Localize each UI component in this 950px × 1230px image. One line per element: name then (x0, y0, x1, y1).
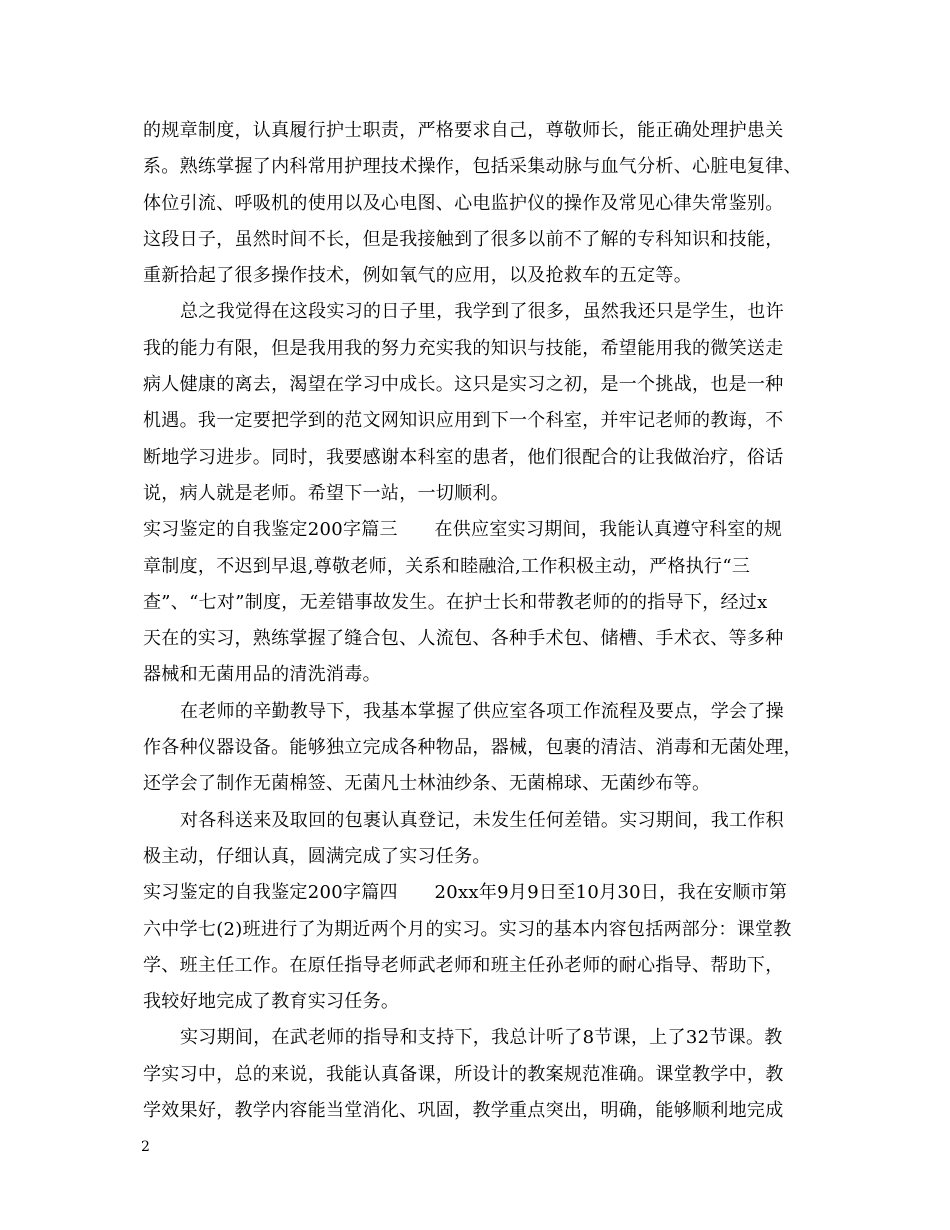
text-line: 还学会了制作无菌棉签、无菌凡士林油纱条、无菌棉球、无菌纱布等。 (143, 773, 711, 795)
text-line: 机遇。我一定要把学到的范文网知识应用到下一个科室，并牢记老师的教诲，不 (143, 410, 784, 432)
text-line: 的规章制度，认真履行护士职责，严格要求自己，尊敬师长，能正确处理护患关 (143, 120, 784, 141)
section-heading-line: 实习鉴定的自我鉴定200字篇三 在供应室实习期间，我能认真遵守科室的规 (143, 519, 783, 541)
paragraph-first-line: 实习期间，在武老师的指导和支持下，我总计听了8节课，上了32节课。教 (180, 1027, 783, 1049)
text-line: 六中学七(2)班进行了为期近两个月的实习。实习的基本内容包括两部分：课堂教 (143, 918, 792, 940)
paragraph-first-line: 在老师的辛勤教导下，我基本掌握了供应室各项工作流程及要点，学会了操 (180, 700, 784, 722)
paragraph-first-line: 对各科送来及取回的包裹认真登记，未发生任何差错。实习期间，我工作积 (180, 809, 784, 831)
text-line: 我较好地完成了教育实习任务。 (143, 991, 400, 1013)
text-line: 体位引流、呼吸机的使用以及心电图、心电监护仪的操作及常见心律失常鉴别。 (143, 192, 784, 214)
text-line: 这段日子，虽然时间不长，但是我接触到了很多以前不了解的专科知识和技能， (143, 228, 784, 250)
text-line: 说，病人就是老师。希望下一站，一切顺利。 (143, 482, 509, 504)
body-text (143, 113, 817, 1129)
text-line: 断地学习进步。同时，我要感谢本科室的患者，他们很配合的让我做治疗，俗话 (143, 446, 784, 468)
text-line: 学、班主任工作。在原任指导老师武老师和班主任孙老师的耐心指导、帮助下， (143, 954, 784, 976)
section-heading-line: 实习鉴定的自我鉴定200字篇四 20xx年9月9日至10月30日，我在安顺市第 (143, 882, 788, 904)
text-line: 查”、“七对”制度，无差错事故发生。在护士长和带教老师的的指导下，经过x (143, 591, 768, 613)
paragraph-first-line: 总之我觉得在这段实习的日子里，我学到了很多，虽然我还只是学生，也许 (180, 301, 784, 323)
text-line: 极主动，仔细认真，圆满完成了实习任务。 (143, 845, 491, 867)
text-line: 作各种仪器设备。能够独立完成各种物品，器械，包裹的清洁、消毒和无菌处理， (143, 737, 802, 759)
text-line: 器械和无菌用品的清洗消毒。 (143, 664, 381, 686)
text-line: 我的能力有限，但是我用我的努力充实我的知识与技能，希望能用我的微笑送走 (143, 337, 784, 359)
text-line: 系。熟练掌握了内科常用护理技术操作，包括采集动脉与血气分析、心脏电复律、 (143, 156, 802, 178)
text-line: 章制度，不迟到早退,尊敬老师，关系和睦融洽,工作积极主动，严格执行“三 (143, 555, 751, 577)
text-line: 重新拾起了很多操作技术，例如氧气的应用，以及抢救车的五定等。 (143, 265, 692, 287)
text-line: 学效果好，教学内容能当堂消化、巩固，教学重点突出，明确，能够顺利地完成 (143, 1100, 784, 1122)
text-line: 学实习中，总的来说，我能认真备课，所设计的教案规范准确。课堂教学中，教 (143, 1063, 784, 1085)
text-line: 天在的实习，熟练掌握了缝合包、人流包、各种手术包、储槽、手术衣、等多种 (143, 628, 784, 650)
page-number: 2 (141, 1139, 150, 1155)
text-line: 病人健康的离去，渴望在学习中成长。这只是实习之初，是一个挑战，也是一种 (143, 374, 784, 396)
